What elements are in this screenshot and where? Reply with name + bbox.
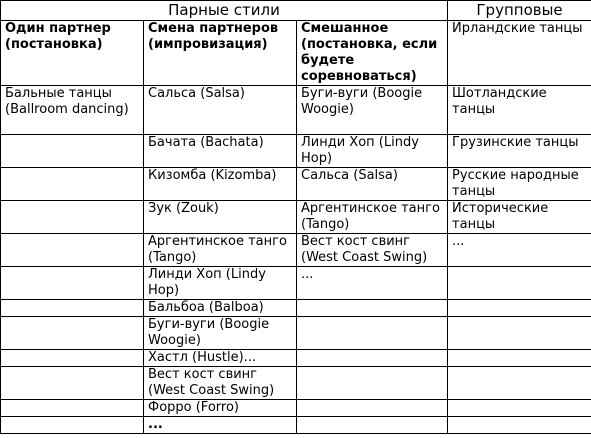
- column-header-partner-switch: Смена партнеров (импровизация): [144, 21, 297, 86]
- table-cell: Исторические танцы: [448, 201, 591, 234]
- table-row: [1, 201, 591, 234]
- table-cell: Грузинские танцы: [448, 135, 591, 168]
- table-row: [1, 317, 591, 350]
- table-cell: Буги-вуги (Boogie Woogie): [297, 86, 448, 135]
- table-cell: [448, 267, 591, 300]
- table-cell: Хастл (Hustle)...: [144, 350, 297, 367]
- table-cell: ...: [297, 267, 448, 300]
- table-row: [1, 86, 591, 135]
- table-cell: Сальса (Salsa): [297, 168, 448, 201]
- table-cell: Буги-вуги (Boogie Woogie): [144, 317, 297, 350]
- table-cell: Зук (Zouk): [144, 201, 297, 234]
- table-cell: Бальные танцы (Ballroom dancing): [1, 86, 144, 135]
- table-cell: [448, 350, 591, 367]
- table-row: [1, 234, 591, 267]
- table-cell: ...: [448, 234, 591, 267]
- table-cell: Ирландские танцы: [448, 21, 591, 86]
- table-row: [1, 350, 591, 367]
- table-row: [1, 417, 591, 434]
- table-row: [1, 367, 591, 400]
- table-cell: Сальса (Salsa): [144, 86, 297, 135]
- table-cell: Аргентинское танго (Tango): [297, 201, 448, 234]
- table-cell: [448, 367, 591, 400]
- table-cell: Вест кост свинг (West Coast Swing): [144, 367, 297, 400]
- group-header-paired: Парные стили: [1, 1, 448, 21]
- table-cell: [1, 367, 144, 400]
- table-row: [1, 300, 591, 317]
- table-cell: [1, 234, 144, 267]
- table-cell: [297, 417, 448, 434]
- table-cell: Шотландские танцы: [448, 86, 591, 135]
- table-cell: [1, 400, 144, 417]
- table-cell: [448, 417, 591, 434]
- table-cell: [297, 300, 448, 317]
- table-cell: ...: [144, 417, 297, 434]
- table-row: [1, 168, 591, 201]
- column-header-one-partner: Один партнер (постановка): [1, 21, 144, 86]
- table-cell: Русские народные танцы: [448, 168, 591, 201]
- table-cell: Форро (Forro): [144, 400, 297, 417]
- table-cell: [1, 135, 144, 168]
- table-cell: [448, 300, 591, 317]
- table-cell: [1, 417, 144, 434]
- table-row: [1, 267, 591, 300]
- table-cell: Аргентинское танго (Tango): [144, 234, 297, 267]
- table-cell: Кизомба (Kizomba): [144, 168, 297, 201]
- table-cell: [448, 400, 591, 417]
- table-cell: [1, 201, 144, 234]
- table-cell: [297, 350, 448, 367]
- table-cell: Бальбоа (Balboa): [144, 300, 297, 317]
- table-cell: [1, 168, 144, 201]
- table-cell: [448, 317, 591, 350]
- table-cell: Линди Хоп (Lindy Hop): [144, 267, 297, 300]
- table-row: [1, 400, 591, 417]
- table-cell: [297, 317, 448, 350]
- table-cell: [297, 400, 448, 417]
- column-header-mixed: Смешанное (постановка, если будете соревноваться): [297, 21, 448, 86]
- table-cell: [1, 300, 144, 317]
- table-cell: [1, 267, 144, 300]
- table-cell: Линди Хоп (Lindy Hop): [297, 135, 448, 168]
- table-cell: Вест кост свинг (West Coast Swing): [297, 234, 448, 267]
- group-header-group: Групповые: [448, 1, 591, 21]
- table-cell: [1, 350, 144, 367]
- table-row: [1, 135, 591, 168]
- table-cell: [297, 367, 448, 400]
- table-cell: Бачата (Bachata): [144, 135, 297, 168]
- table-cell: [1, 317, 144, 350]
